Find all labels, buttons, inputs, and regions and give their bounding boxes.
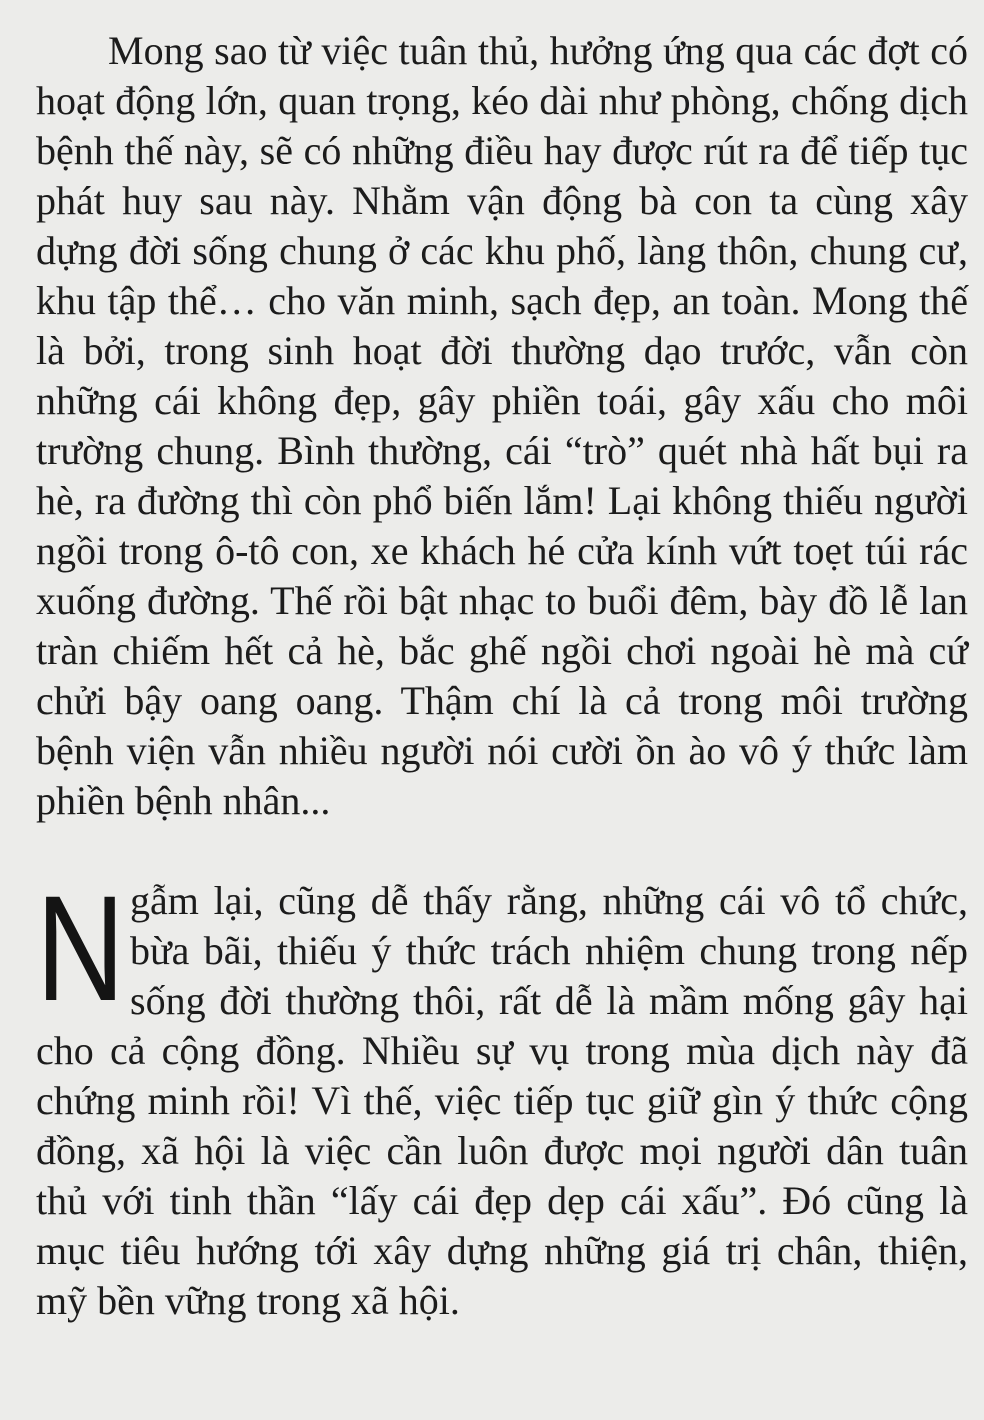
drop-cap: N — [36, 864, 124, 1032]
paragraph-1: Mong sao từ việc tuân thủ, hưởng ứng qua các đợt có hoạt động lớn, quan trọng, kéo dài như phòng, chống dịch bệnh thế này, sẽ có những điều hay được rút ra để tiếp tục phát huy sau này. Nhằm vận động bà con ta cùng xây dựng đời sống chung ở các khu phố, làng thôn, chung cư, khu tập thể… cho văn minh, sạch đẹp, an toàn. Mong thế là bởi, trong sinh hoạt đời thường dạo trước, vẫn còn những cái không đẹp, gây phiền toái, gây xấu cho môi trường chung. Bình thường, cái “trò” quét nhà hất bụi ra hè, ra đường thì còn phổ biến lắm! Lại không thiếu người ngồi trong ô-tô con, xe khách hé cửa kính vứt toẹt túi rác xuống đường. Thế rồi bật nhạc to buổi đêm, bày đồ lễ lan tràn chiếm hết cả hè, bắc ghế ngồi chơi ngoài hè mà cứ chửi bậy oang oang. Thậm chí là cả trong môi trường bệnh viện vẫn nhiều người nói cười ồn ào vô ý thức làm phiền bệnh nhân... — [36, 28, 968, 823]
article-body — [36, 26, 968, 1326]
paragraph-2-text: gẫm lại, cũng dễ thấy rằng, những cái vô tổ chức, bừa bãi, thiếu ý thức trách nhiệm chung trong nếp sống đời thường thôi, rất dễ là mầm mống gây hại cho cả cộng đồng. Nhiều sự vụ trong mùa dịch này đã chứng minh rồi! Vì thế, việc tiếp tục giữ gìn ý thức cộng đồng, xã hội là việc cần luôn được mọi người dân tuân thủ với tinh thần “lấy cái đẹp dẹp cái xấu”. Đó cũng là mục tiêu hướng tới xây dựng những giá trị chân, thiện, mỹ bền vững trong xã hội. — [36, 878, 968, 1323]
paragraph-2 — [36, 864, 968, 1326]
